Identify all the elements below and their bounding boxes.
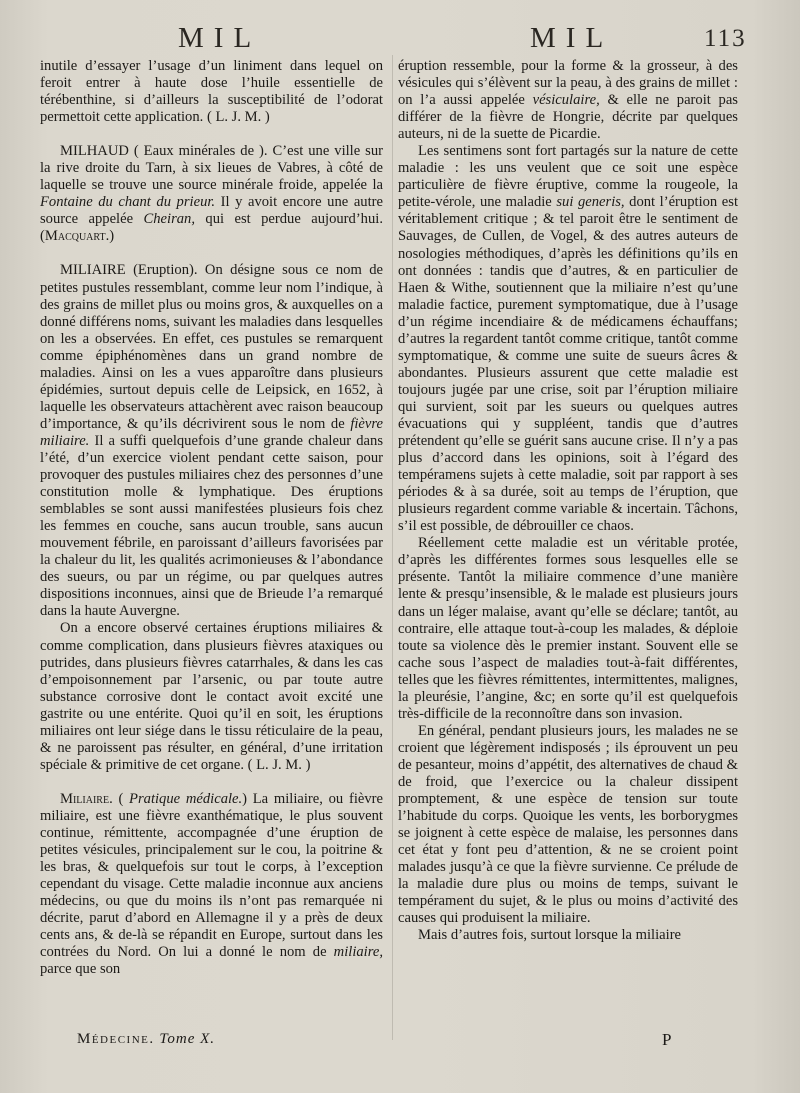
- entry-milhaud: MILHAUD ( Eaux minérales de ). C’est une ville sur la rive droite du Tarn, à six lieues de Vabres, à côté de laquelle se trouve une source minérale froide, appelée la Fontaine du chant du prieur. Il y avoit encore une autre source appelée Cheiran, qui est perdue aujourd’hui. (Macquart.): [40, 143, 383, 245]
- paragraph-eruption-ressemble: éruption ressemble, pour la forme & la grosseur, à des vésicules qui s’élèvent sur la peau, à des grains de millet : on l’a aussi appelée vésiculaire, & elle ne paroit pas différer de la fièvre de Hongrie, décrite par quelques auteurs, ni de la suette de Picardie.: [398, 58, 738, 143]
- entry-heading-milhaud: MILHAUD: [60, 143, 129, 160]
- left-column: [40, 58, 383, 978]
- right-running-head: MIL: [530, 22, 614, 54]
- author-macquart: Macquart: [44, 228, 106, 245]
- column-divider: [392, 55, 393, 1040]
- entry-heading-miliaire: MILIAIRE: [60, 262, 126, 279]
- left-running-head: MIL: [178, 22, 262, 54]
- paragraph-autres-fois: Mais d’autres fois, surtout lorsque la miliaire: [418, 927, 682, 944]
- paragraph-eruptions-complication: On a encore observé certaines éruptions miliaires & comme complication, dans plusieurs fièvres ataxiques ou putrides, dans plusieurs fièvres catarrhales, & dans les cas d’empoisonnement par l’arsenic, ou par toute autre substance corrosive dont le contact avoit excité une gastrite ou une entérite. Quoi qu’il en soit, les éruptions miliaires ont leur siége dans le tissu réticulaire de la peau, & ne paroissent pas résulter, en général, d’une irritation spéciale & primitive de cet organe. ( L. J. M. ): [40, 620, 383, 773]
- paragraph-terebenthine: inutile d’essayer l’usage d’un liniment dans lequel on feroit entrer à haute dose l’huile essentielle de térébenthine, si d’ailleurs la susceptibilité de l’odorat permettoit cette application. ( L. J. M. ): [40, 58, 383, 126]
- paragraph-protee: Réellement cette maladie est un véritable protée, d’après les différentes formes sous lesquelles elle se présente. Tantôt la miliaire commence d’une manière lente & presqu’insensible, & le malade est plusieurs jours dans un léger malaise, avant qu’elle se déclare; tantôt, au contraire, elle attaque tout-à-coup les malades, & déploie toute sa violence dès le premier instant. Souvent elle se cache sous l’aspect de maladies tout-à-fait différentes, telles que les fièvres rémittentes, intermittentes, malignes, la pleurésie, l’angine, &c; en sorte qu’il est quelquefois très-difficile de la reconnoître dans son invasion.: [398, 535, 738, 722]
- signature-mark: P: [662, 1030, 672, 1049]
- page-number: 113: [704, 25, 747, 52]
- entry-miliaire-eruption: MILIAIRE (Eruption). On désigne sous ce nom de petites pustules ressemblant, comme leur nom l’indique, à des grains de millet plus ou moins gros, & auxquelles on a donné différens noms, suivant les maladies dans lesquelles on les a observées. En effet, ces pustules se remarquent comme épiphénomènes dans un grand nombre de maladies. Ainsi on les a vues apparoître dans plusieurs épidémies, surtout depuis celle de Leipsick, en 1652, à laquelle les observateurs attachèrent avec raison beaucoup d’importance, & qu’ils décrivirent sous le nom de fièvre miliaire. Il a suffi quelquefois d’une grande chaleur dans l’été, d’un exercice violent pendant cette saison, pour provoquer des pustules miliaires chez des personnes d’une constitution molle & lymphatique. Des éruptions semblables se sont aussi manifestées plusieurs fois chez les femmes en couche, sans aucun trouble, sans aucun mouvement fébrile, en paroissant d’ailleurs favorisées par la chaleur du lit, les qualités acrimonieuses & l’abondance des sueurs, ou par un régime, ou par quelques autres dispositions inconnues, ainsi que de Brieude l’a remarqué dans la haute Auvergne.: [40, 262, 383, 620]
- entry-heading-miliaire-pratique: Miliaire.: [60, 790, 113, 807]
- paragraph-en-general: En général, pendant plusieurs jours, les malades ne se croient que légèrement indisposés ; ils éprouvent un peu de pesanteur, moins d’appétit, des alternatives de chaud & de froid, que l’exercice ou la chaleur dissipent promptement, & une espèce de tension sur toute l’habitude du corps. Quoique les vents, les borborygmes se joignent à cette espèce de malaise, les personnes dans cet état y font peu d’attention, & ne se croient point malades jusqu’à ce que la fièvre survienne. Ce prélude de la maladie dure plus ou moins de temps, suivant le tempérament du sujet, & le plus ou moins d’activité des causes qui produisent la miliaire.: [398, 722, 738, 927]
- paragraph-sentimens: Les sentimens sont fort partagés sur la nature de cette maladie : les uns veulent que ce soit une espèce particulière de fièvre éruptive, comme la rougeole, la petite-vérole, une maladie sui generis, dont l’éruption est véritablement critique ; & tel paroit être le sentiment de Sauvages, de Cullen, de Vogel, & des autres auteurs de nosologies méthodiques, d’après les définitions qu’ils en ont données : tandis que d’autres, & en particulier de Haen & Withe, soutiennent que la miliaire n’est qu’une maladie factice, purement symptomatique, due à l’usage d’un régime incendiaire & de médicamens échauffans; d’autres la regardent tantôt comme critique, tantôt comme symptomatique, & comme une suite de sueurs âcres & abondantes. Plusieurs assurent que cette maladie est toujours jugée par une crise, soit par l’éruption miliaire qui survient, soit par les sueurs ou quelques autres évacuations qui y suppléent, tandis que d’autres prétendent qu’elle se guérit sans aucune crise. Il n’y a pas plus d’accord dans les opinions, soit à l’égard des tempéramens sujets à cette maladie, soit par rapport à ses périodes & à sa durée, soit au temps de l’éruption, que plusieurs regardent comme variable & incertain. Tâchons, s’il est possible, de débrouiller ce chaos.: [398, 143, 738, 535]
- volume-footer: Médecine. Tome X.: [77, 1031, 216, 1047]
- right-column: [398, 58, 738, 944]
- entry-miliaire-pratique: Miliaire. ( Pratique médicale.) La miliaire, ou fièvre miliaire, est une fièvre exanthématique, le plus souvent continue, rémittente, accompagnée d’une éruption de petites vésicules, principalement sur le cou, la poitrine & les bras, & quelquefois sur tout le corps, à l’exception cependant du visage. Cette maladie inconnue aux anciens médecins, ou que du moins ils n’ont pas remarquée ni décrite, parut d’abord en Allemagne il y a près de deux cents ans, & de-là se répandit en Europe, surtout dans les contrées du Nord. On lui a donné le nom de miliaire, parce que son: [40, 790, 383, 978]
